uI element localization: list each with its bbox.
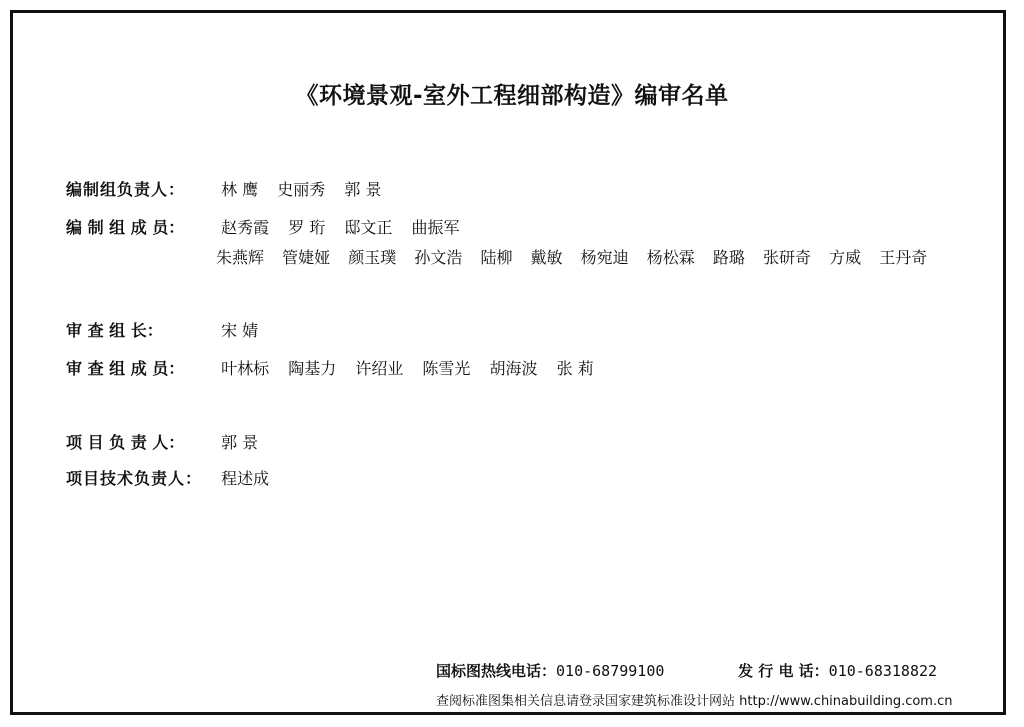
label-project-lead: 项 目 负 责 人： [66, 433, 185, 452]
person-name: 陈雪光 [422, 359, 471, 378]
person-name: 罗 珩 [288, 218, 326, 237]
footer-website: 查阅标准图集相关信息请登录国家建筑标准设计网站 http://www.chinabuilding.com.cn [436, 694, 953, 709]
names-project-lead [221, 430, 272, 453]
person-name: 杨宛迪 [580, 248, 629, 267]
person-name: 曲振军 [411, 218, 460, 237]
hotline-label: 国标图热线电话： [436, 662, 557, 680]
row-compile-lead [66, 177, 395, 200]
person-name: 林 鹰 [221, 180, 259, 199]
person-name: 胡海波 [489, 359, 538, 378]
person-name: 颜玉璞 [348, 248, 397, 267]
person-name: 孙文浩 [414, 248, 463, 267]
row-review-lead [66, 318, 272, 341]
names-review-members [221, 356, 608, 379]
issue-label: 发 行 电 话： [738, 662, 829, 680]
person-name: 郭 景 [221, 433, 259, 452]
person-name: 叶林标 [221, 359, 270, 378]
person-name: 宋 婧 [221, 321, 259, 340]
label-compile-lead: 编制组负责人： [66, 180, 186, 199]
person-name: 王丹奇 [879, 248, 928, 267]
footer-hotline [436, 660, 664, 681]
row-compile-members [66, 215, 474, 238]
person-name: 史丽秀 [277, 180, 326, 199]
person-name: 张研奇 [762, 248, 811, 267]
footer-issue-phone [738, 660, 937, 681]
person-name: 路璐 [712, 248, 745, 267]
names-compile-members-line2 [216, 245, 940, 268]
person-name: 许绍业 [355, 359, 404, 378]
document-title: 《环境景观-室外工程细部构造》编审名单 [295, 83, 729, 109]
person-name: 陆柳 [480, 248, 513, 267]
person-name: 陶基力 [288, 359, 337, 378]
names-compile-members-line1 [221, 215, 473, 238]
person-name: 朱燕辉 [216, 248, 265, 267]
person-name: 戴敏 [530, 248, 563, 267]
label-compile-members: 编 制 组 成 员： [66, 218, 185, 237]
row-project-lead [66, 430, 272, 453]
hotline-number: 010-68799100 [556, 662, 665, 680]
person-name: 张 莉 [556, 359, 594, 378]
label-review-lead: 审 查 组 长： [66, 321, 163, 340]
person-name: 赵秀霞 [221, 218, 270, 237]
issue-number: 010-68318822 [828, 662, 938, 680]
person-name: 管婕娅 [282, 248, 331, 267]
names-review-lead [221, 318, 272, 341]
person-name: 杨松霖 [646, 248, 695, 267]
label-review-members: 审 查 组 成 员： [66, 359, 185, 378]
person-name: 郭 景 [344, 180, 382, 199]
row-project-tech-lead [66, 466, 283, 489]
names-compile-lead [221, 177, 395, 200]
person-name: 方威 [829, 248, 862, 267]
row-review-members [66, 356, 608, 379]
names-project-tech-lead [221, 466, 283, 489]
person-name: 邸文正 [344, 218, 393, 237]
label-project-tech-lead: 项目技术负责人： [66, 469, 203, 488]
person-name: 程述成 [221, 469, 270, 488]
